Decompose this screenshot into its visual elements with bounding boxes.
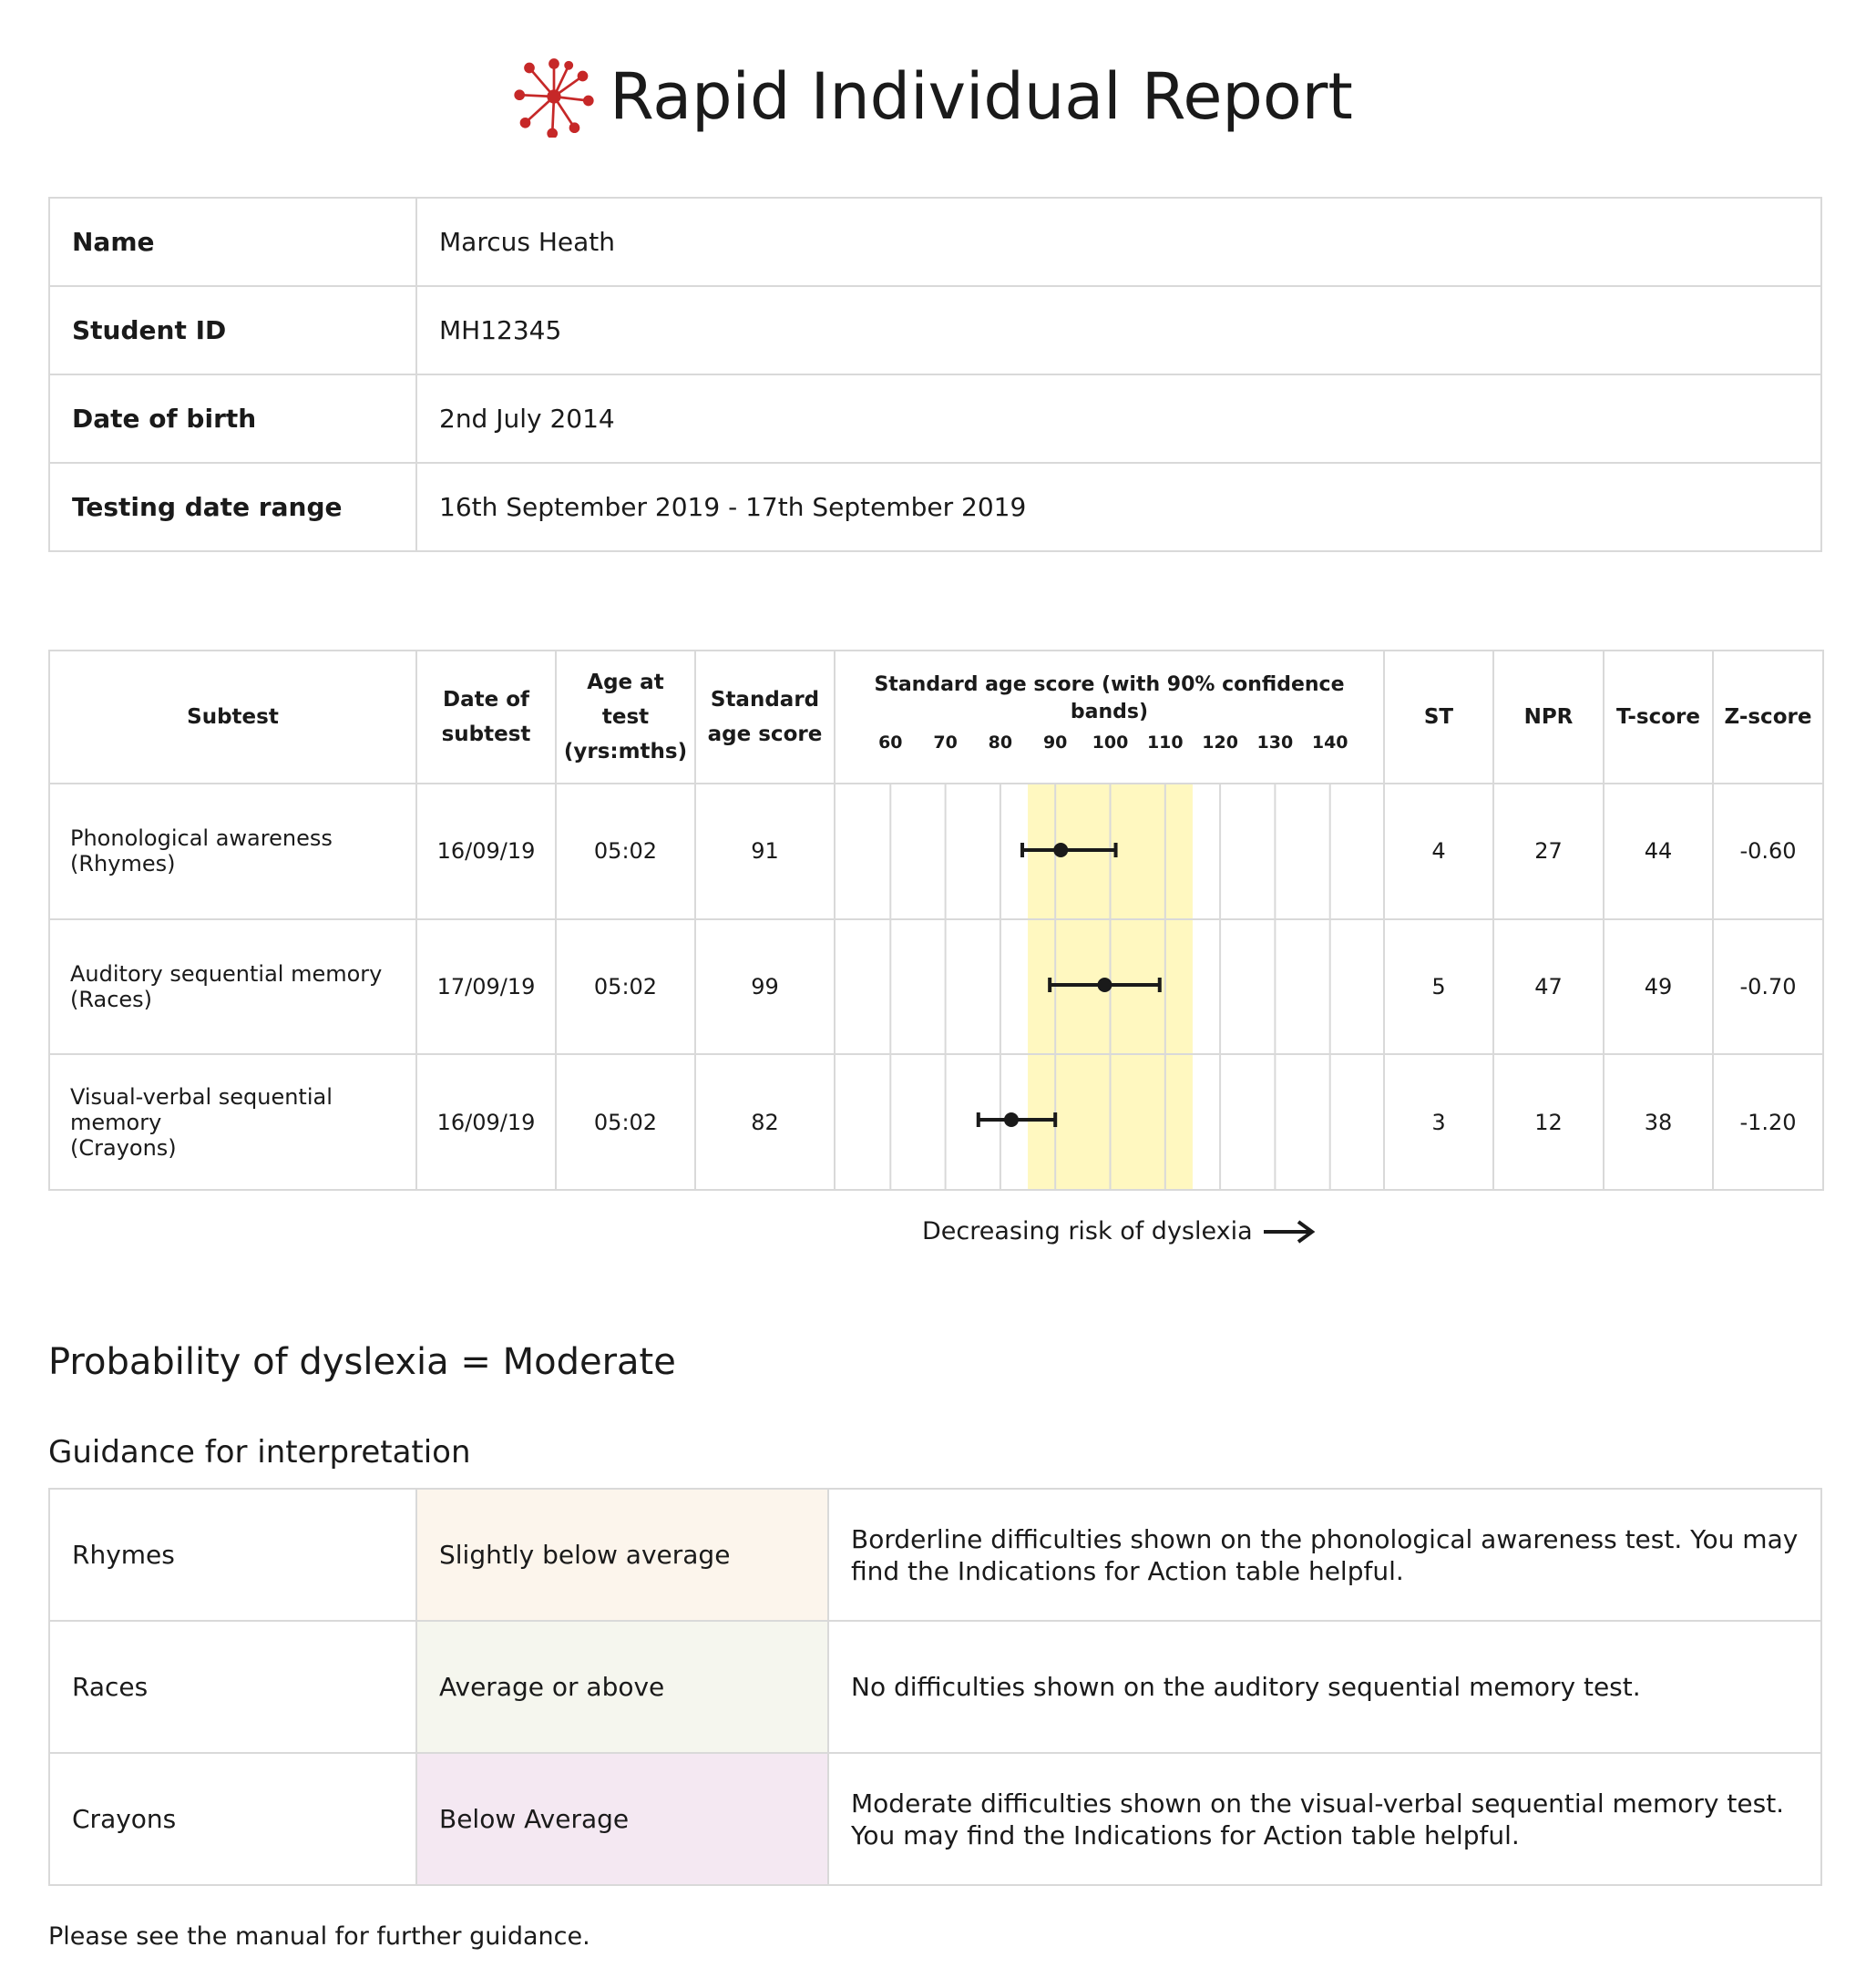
star-network-logo-icon: [513, 56, 595, 138]
guidance-text: No difficulties shown on the auditory sequential memory test.: [828, 1621, 1821, 1753]
subtest-name-line2: (Crayons): [70, 1134, 177, 1161]
standard-age-score: 91: [695, 784, 835, 919]
info-value: 2nd July 2014: [416, 374, 1821, 463]
chart-title: Standard age score (with 90% confidence bands): [874, 673, 1345, 723]
z-score-value: -1.20: [1713, 1054, 1823, 1190]
info-row: [49, 463, 1821, 551]
age-at-test: 05:02: [556, 919, 695, 1055]
info-value: MH12345: [416, 286, 1821, 374]
guidance-test: Rhymes: [49, 1489, 416, 1621]
footer-note: Please see the manual for further guidance.: [48, 1922, 590, 1951]
info-value: Marcus Heath: [416, 198, 1821, 286]
guidance-row: [49, 1621, 1821, 1753]
standard-age-score: 82: [695, 1054, 835, 1190]
header-sas-line1: Standard: [710, 688, 820, 712]
standard-age-score: 99: [695, 919, 835, 1055]
age-at-test: 05:02: [556, 784, 695, 919]
report-title: Rapid Individual Report: [610, 59, 1353, 134]
guidance-test: Crayons: [49, 1753, 416, 1885]
guidance-level: Average or above: [416, 1621, 828, 1753]
npr-value: 47: [1493, 919, 1604, 1055]
z-score-value: -0.70: [1713, 919, 1823, 1055]
guidance-table: [48, 1488, 1822, 1886]
st-value: 4: [1384, 784, 1493, 919]
guidance-text-line2: You may find the Indications for Action table helpful.: [851, 1819, 1520, 1850]
chart-tick-label: 120: [1202, 733, 1238, 753]
chart-tick-label: 140: [1311, 733, 1348, 753]
subtest-name-line1: Auditory sequential memory: [70, 960, 383, 987]
guidance-row: [49, 1753, 1821, 1885]
subtest-name-line2: (Rhymes): [70, 851, 176, 877]
report-header: [0, 51, 1866, 142]
arrow-right-icon: [1262, 1218, 1317, 1245]
npr-value: 12: [1493, 1054, 1604, 1190]
guidance-text: [828, 1753, 1821, 1885]
guidance-row: [49, 1489, 1821, 1621]
chart-tick-label: 100: [1092, 733, 1129, 753]
scores-row: [49, 784, 1823, 919]
probability-heading: Probability of dyslexia = Moderate: [48, 1341, 676, 1383]
chart-tick-label: 80: [988, 733, 1013, 753]
z-score-value: -0.60: [1713, 784, 1823, 919]
subtest-name-line1: Visual-verbal sequential memory: [70, 1083, 333, 1135]
age-at-test: 05:02: [556, 1054, 695, 1190]
st-value: 5: [1384, 919, 1493, 1055]
header-npr: NPR: [1493, 651, 1604, 784]
header-age-line1: Age at test: [587, 671, 664, 729]
t-score-value: 44: [1604, 784, 1713, 919]
confidence-band-chart: [836, 784, 1385, 1189]
guidance-test: Races: [49, 1621, 416, 1753]
subtest-name: [49, 919, 416, 1055]
info-row: [49, 286, 1821, 374]
header-date-line1: Date of: [442, 688, 530, 712]
score-point: [1053, 843, 1068, 857]
guidance-level: Below Average: [416, 1753, 828, 1885]
subtest-name-line1: Phonological awareness: [70, 825, 333, 852]
risk-indicator: [922, 1217, 1317, 1245]
info-label: Date of birth: [49, 374, 416, 463]
header-st: ST: [1384, 651, 1493, 784]
header-t-score: T-score: [1604, 651, 1713, 784]
header-z-score: Z-score: [1713, 651, 1823, 784]
scores-table: [48, 650, 1824, 1191]
chart-tick-label: 60: [878, 733, 903, 753]
subtest-name: [49, 784, 416, 919]
guidance-level: Slightly below average: [416, 1489, 828, 1621]
subtest-date: 16/09/19: [416, 784, 556, 919]
score-point: [1097, 978, 1112, 992]
info-value: 16th September 2019 - 17th September 2019: [416, 463, 1821, 551]
subtest-date: 17/09/19: [416, 919, 556, 1055]
info-row: [49, 374, 1821, 463]
info-label: Name: [49, 198, 416, 286]
subtest-date: 16/09/19: [416, 1054, 556, 1190]
chart-tick-row: [836, 732, 1383, 753]
header-subtest: Subtest: [49, 651, 416, 784]
risk-label: Decreasing risk of dyslexia: [922, 1217, 1253, 1245]
student-info-table: [48, 197, 1822, 552]
subtest-name-line2: (Races): [70, 986, 153, 1012]
guidance-text-line1: Moderate difficulties shown on the visual-verbal sequential memory test.: [851, 1788, 1785, 1819]
t-score-value: 49: [1604, 919, 1713, 1055]
chart-tick-label: 70: [933, 733, 958, 753]
header-date-line2: subtest: [441, 722, 531, 746]
guidance-title: Guidance for interpretation: [48, 1434, 471, 1471]
info-label: Testing date range: [49, 463, 416, 551]
scores-header-row: [49, 651, 1823, 784]
st-value: 3: [1384, 1054, 1493, 1190]
guidance-text: Borderline difficulties shown on the phonological awareness test. You may find the Indications for Action table helpful.: [828, 1489, 1821, 1621]
npr-value: 27: [1493, 784, 1604, 919]
info-label: Student ID: [49, 286, 416, 374]
subtest-name: [49, 1054, 416, 1190]
header-sas: [695, 651, 835, 784]
chart-tick-label: 130: [1256, 733, 1294, 753]
header-age-line2: (yrs:mths): [563, 740, 688, 763]
header-sas-line2: age score: [707, 722, 823, 746]
header-age: [556, 651, 695, 784]
score-point: [1004, 1112, 1019, 1127]
header-chart: [835, 651, 1384, 784]
chart-tick-label: 90: [1042, 733, 1068, 753]
chart-tick-label: 110: [1146, 733, 1184, 753]
info-row: [49, 198, 1821, 286]
header-date: [416, 651, 556, 784]
t-score-value: 38: [1604, 1054, 1713, 1190]
chart-cell: [835, 784, 1384, 1190]
